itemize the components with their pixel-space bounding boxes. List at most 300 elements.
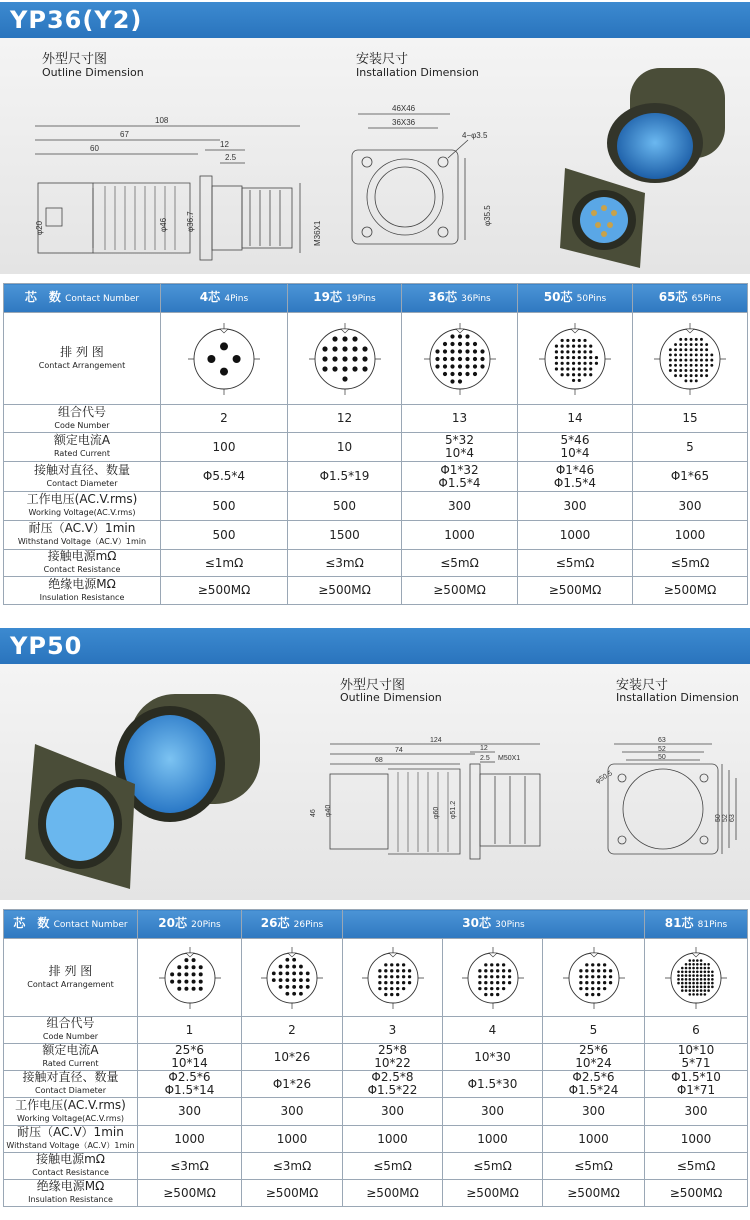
s2-dim-40: φ40	[325, 804, 332, 817]
table-row	[4, 1071, 748, 1098]
table-cell: 5*46 10*4	[518, 433, 633, 462]
contact-pin	[679, 358, 682, 361]
s2-dim-63: 63	[658, 737, 666, 744]
contact-pin	[705, 363, 708, 366]
contact-pin	[692, 962, 695, 965]
row-header: 组合代号 Code Number	[4, 405, 161, 433]
s2-pin-26	[242, 939, 343, 1017]
contact-pin	[572, 378, 575, 381]
contact-pin	[465, 341, 469, 345]
contact-pin	[177, 979, 181, 983]
contact-pin	[384, 981, 387, 984]
contact-pin	[478, 975, 481, 978]
contact-pin	[692, 989, 695, 992]
s2-col-2: 26芯 26Pins	[242, 910, 343, 939]
contact-pin	[484, 969, 487, 972]
contact-pin	[695, 337, 698, 340]
contact-pin	[685, 978, 688, 981]
table-cell: 500	[288, 492, 402, 521]
contact-pin	[177, 965, 181, 969]
table-cell: ≥500MΩ	[288, 577, 402, 605]
table-cell: Φ2.5*6 Φ1.5*14	[138, 1071, 242, 1098]
contact-pin	[700, 353, 703, 356]
table-cell: 12	[288, 405, 402, 433]
contact-pin	[442, 341, 446, 345]
contact-pin	[501, 986, 504, 989]
contact-pin	[597, 992, 600, 995]
table-cell: ≤5mΩ	[518, 550, 633, 577]
contact-pin	[465, 364, 469, 368]
contact-pin	[207, 355, 215, 363]
contact-pin	[583, 367, 586, 370]
contact-pin	[692, 985, 695, 988]
contact-pin	[184, 972, 188, 976]
contact-pin	[306, 971, 310, 975]
s2-dim-v50: 50	[715, 814, 722, 822]
table-cell: 1000	[242, 1126, 343, 1153]
contact-pin	[684, 348, 687, 351]
contact-pin	[299, 978, 303, 982]
contact-pin	[700, 348, 703, 351]
s2-outline-en: Outline Dimension	[340, 691, 442, 704]
contact-pin	[707, 974, 710, 977]
table-cell: 5	[633, 433, 748, 462]
contact-pin	[457, 364, 461, 368]
contact-pin	[700, 978, 703, 981]
contact-pin	[583, 355, 586, 358]
table-cell: 6	[645, 1017, 748, 1044]
contact-pin	[484, 963, 487, 966]
contact-pin	[177, 972, 181, 976]
table-cell: Φ2.5*8 Φ1.5*22	[343, 1071, 443, 1098]
s1-pin-50	[518, 313, 633, 405]
contact-pin	[578, 338, 581, 341]
s1-col-4: 50芯 50Pins	[518, 284, 633, 313]
contact-pin	[220, 367, 228, 375]
contact-pin	[561, 361, 564, 364]
contact-pin	[602, 969, 605, 972]
s2-install-en: Installation Dimension	[616, 691, 739, 704]
contact-pin	[465, 356, 469, 360]
contact-pin	[472, 356, 476, 360]
row-header: 耐压（AC.V）1min Withstand Voltage（AC.V）1min	[4, 521, 161, 550]
s1-outline-drawing	[10, 108, 322, 258]
table-cell: 4	[443, 1017, 543, 1044]
contact-pin	[711, 974, 714, 977]
table-cell: 300	[645, 1098, 748, 1126]
contact-pin	[690, 379, 693, 382]
contact-pin	[396, 975, 399, 978]
contact-pin	[704, 966, 707, 969]
contact-pin	[707, 962, 710, 965]
s2-dim-v63: 63	[729, 814, 736, 822]
contact-pin	[681, 966, 684, 969]
contact-pin	[279, 985, 283, 989]
contact-pin	[689, 993, 692, 996]
contact-pin	[589, 361, 592, 364]
s2-outline-cn: 外型尺寸图	[340, 678, 406, 693]
contact-pin	[692, 970, 695, 973]
contact-pin	[465, 371, 469, 375]
contact-pin	[684, 337, 687, 340]
contact-pin	[669, 358, 672, 361]
contact-pin	[191, 958, 195, 962]
contact-pin	[435, 349, 439, 353]
contact-pin	[597, 981, 600, 984]
contact-pin	[507, 969, 510, 972]
contact-pin	[684, 353, 687, 356]
contact-pin	[684, 363, 687, 366]
contact-pin	[184, 986, 188, 990]
contact-pin	[191, 972, 195, 976]
contact-pin	[690, 343, 693, 346]
contact-pin	[608, 969, 611, 972]
s1-dim-108: 108	[155, 116, 169, 125]
s1-col-1: 4芯 4Pins	[161, 284, 288, 313]
table-cell: ≥500MΩ	[402, 577, 518, 605]
contact-pin	[696, 981, 699, 984]
contact-pin	[384, 963, 387, 966]
contact-pin	[707, 981, 710, 984]
contact-pin	[689, 985, 692, 988]
s1-dim-46x46: 46X46	[392, 104, 416, 113]
contact-pin	[457, 371, 461, 375]
contact-pin	[306, 985, 310, 989]
contact-pin	[589, 373, 592, 376]
contact-pin	[602, 963, 605, 966]
contact-pin	[342, 336, 347, 341]
contact-pin	[674, 358, 677, 361]
table-cell: ≤3mΩ	[138, 1153, 242, 1180]
contact-pin	[342, 356, 347, 361]
table-row	[4, 405, 748, 433]
table-cell: 25*6 10*24	[543, 1044, 645, 1071]
s1-dim-46: φ46	[159, 217, 168, 232]
contact-pin	[384, 969, 387, 972]
contact-pin	[198, 965, 202, 969]
table-cell: 1000	[402, 521, 518, 550]
contact-pin	[407, 969, 410, 972]
table-cell: 100	[161, 433, 288, 462]
table-cell: 300	[543, 1098, 645, 1126]
table-cell: ≤5mΩ	[633, 550, 748, 577]
contact-pin	[690, 369, 693, 372]
contact-pin	[442, 371, 446, 375]
contact-pin	[704, 974, 707, 977]
contact-pin	[578, 344, 581, 347]
contact-pin	[450, 349, 454, 353]
s1-row-arrangement: 排 列 图 Contact Arrangement	[4, 313, 161, 405]
table-cell: 1000	[443, 1126, 543, 1153]
table-cell: ≥500MΩ	[645, 1180, 748, 1207]
contact-pin	[272, 971, 276, 975]
contact-pin	[689, 959, 692, 962]
contact-pin	[689, 981, 692, 984]
s2-pin-81	[645, 939, 748, 1017]
table-row	[4, 1098, 748, 1126]
contact-pin	[684, 369, 687, 372]
contact-pin	[396, 986, 399, 989]
contact-pin	[707, 978, 710, 981]
s1-col-3: 36芯 36Pins	[402, 284, 518, 313]
contact-pin	[700, 343, 703, 346]
contact-pin	[677, 970, 680, 973]
s1-dim-hole: 4−φ3.5	[462, 131, 488, 140]
contact-pin	[496, 986, 499, 989]
contact-pin	[692, 959, 695, 962]
s1-spec-table	[3, 283, 748, 605]
contact-pin	[696, 978, 699, 981]
contact-pin	[442, 364, 446, 368]
row-header: 耐压（AC.V）1min Withstand Voltage（AC.V）1min	[4, 1126, 138, 1153]
contact-pin	[585, 986, 588, 989]
contact-pin	[583, 344, 586, 347]
contact-pin	[292, 971, 296, 975]
contact-pin	[501, 981, 504, 984]
contact-pin	[591, 981, 594, 984]
table-cell: 1	[138, 1017, 242, 1044]
table-row	[4, 577, 748, 605]
contact-pin	[401, 963, 404, 966]
s2-install-drawing	[592, 734, 742, 864]
contact-pin	[705, 348, 708, 351]
contact-pin	[696, 966, 699, 969]
contact-pin	[669, 353, 672, 356]
contact-pin	[589, 355, 592, 358]
contact-pin	[198, 979, 202, 983]
contact-pin	[578, 355, 581, 358]
contact-pin	[501, 963, 504, 966]
s2-row-arrangement: 排 列 图 Contact Arrangement	[4, 939, 138, 1017]
contact-pin	[496, 992, 499, 995]
contact-pin	[566, 338, 569, 341]
contact-pin	[490, 975, 493, 978]
contact-pin	[490, 992, 493, 995]
contact-pin	[705, 343, 708, 346]
contact-pin	[442, 356, 446, 360]
contact-pin	[472, 364, 476, 368]
contact-pin	[396, 981, 399, 984]
contact-pin	[572, 361, 575, 364]
contact-pin	[342, 366, 347, 371]
s1-dim-12: 12	[220, 140, 229, 149]
s2-dim-m50: M50X1	[498, 755, 521, 762]
contact-pin	[685, 970, 688, 973]
table-cell: 1500	[288, 521, 402, 550]
table-row	[4, 1017, 748, 1044]
s1-pin-65	[633, 313, 748, 405]
s2-dim-52: 52	[658, 746, 666, 753]
contact-pin	[591, 963, 594, 966]
contact-pin	[407, 975, 410, 978]
table-cell: 1000	[343, 1126, 443, 1153]
contact-pin	[700, 974, 703, 977]
contact-pin	[561, 338, 564, 341]
contact-pin	[496, 981, 499, 984]
contact-pin	[679, 353, 682, 356]
contact-pin	[478, 986, 481, 989]
contact-pin	[707, 970, 710, 973]
contact-pin	[695, 353, 698, 356]
contact-pin	[496, 963, 499, 966]
contact-pin	[480, 364, 484, 368]
contact-pin	[700, 358, 703, 361]
contact-pin	[480, 356, 484, 360]
table-cell: Φ1.5*10 Φ1*71	[645, 1071, 748, 1098]
contact-pin	[191, 965, 195, 969]
contact-pin	[390, 981, 393, 984]
table-cell: ≥500MΩ	[343, 1180, 443, 1207]
contact-pin	[478, 981, 481, 984]
contact-pin	[578, 350, 581, 353]
contact-pin	[704, 993, 707, 996]
table-cell: ≤5mΩ	[443, 1153, 543, 1180]
s2-header-contact-number: 芯 数 Contact Number	[4, 910, 138, 939]
table-cell: 300	[518, 492, 633, 521]
contact-pin	[332, 346, 337, 351]
s2-pin-30b	[443, 939, 543, 1017]
contact-pin	[198, 972, 202, 976]
section2-drawing-panel	[0, 664, 750, 900]
contact-pin	[435, 356, 439, 360]
contact-pin	[579, 969, 582, 972]
contact-pin	[396, 992, 399, 995]
contact-pin	[407, 981, 410, 984]
table-cell: 500	[161, 492, 288, 521]
s2-pin-20	[138, 939, 242, 1017]
row-header: 工作电压(AC.V.rms) Working Voltage(AC.V.rms)	[4, 492, 161, 521]
contact-pin	[184, 965, 188, 969]
contact-pin	[591, 992, 594, 995]
contact-pin	[457, 356, 461, 360]
contact-pin	[679, 369, 682, 372]
contact-pin	[681, 978, 684, 981]
contact-pin	[685, 981, 688, 984]
contact-pin	[690, 374, 693, 377]
contact-pin	[677, 978, 680, 981]
contact-pin	[457, 334, 461, 338]
contact-pin	[484, 981, 487, 984]
contact-pin	[597, 969, 600, 972]
contact-pin	[378, 975, 381, 978]
table-cell: 25*8 10*22	[343, 1044, 443, 1071]
contact-pin	[555, 355, 558, 358]
contact-pin	[690, 353, 693, 356]
contact-pin	[685, 966, 688, 969]
contact-pin	[696, 970, 699, 973]
table-cell: 10*10 5*71	[645, 1044, 748, 1071]
table-cell: 10*30	[443, 1044, 543, 1071]
contact-pin	[705, 358, 708, 361]
contact-pin	[465, 349, 469, 353]
contact-pin	[710, 353, 713, 356]
contact-pin	[710, 358, 713, 361]
table-cell: 300	[402, 492, 518, 521]
contact-pin	[561, 367, 564, 370]
contact-pin	[669, 348, 672, 351]
contact-pin	[578, 367, 581, 370]
table-cell: 500	[161, 521, 288, 550]
contact-pin	[352, 356, 357, 361]
table-row	[4, 433, 748, 462]
contact-pin	[566, 355, 569, 358]
contact-pin	[684, 379, 687, 382]
table-cell: 25*6 10*14	[138, 1044, 242, 1071]
table-cell: ≥500MΩ	[518, 577, 633, 605]
contact-pin	[378, 986, 381, 989]
contact-pin	[711, 985, 714, 988]
s1-col-5: 65芯 65Pins	[633, 284, 748, 313]
table-cell: ≥500MΩ	[138, 1180, 242, 1207]
contact-pin	[191, 986, 195, 990]
contact-pin	[401, 969, 404, 972]
table-cell: ≥500MΩ	[443, 1180, 543, 1207]
contact-pin	[561, 355, 564, 358]
contact-pin	[695, 374, 698, 377]
contact-pin	[501, 975, 504, 978]
contact-pin	[501, 969, 504, 972]
contact-pin	[457, 379, 461, 383]
contact-pin	[279, 978, 283, 982]
contact-pin	[299, 964, 303, 968]
s2-dim-46: 46	[310, 809, 317, 817]
contact-pin	[685, 985, 688, 988]
table-cell: 5*32 10*4	[402, 433, 518, 462]
table-cell: Φ1.5*19	[288, 462, 402, 492]
contact-pin	[478, 969, 481, 972]
s2-col-3: 30芯 30Pins	[343, 910, 645, 939]
table-cell: ≤5mΩ	[645, 1153, 748, 1180]
contact-pin	[191, 979, 195, 983]
contact-pin	[490, 981, 493, 984]
contact-pin	[681, 989, 684, 992]
contact-pin	[585, 981, 588, 984]
contact-pin	[585, 975, 588, 978]
contact-pin	[198, 986, 202, 990]
table-cell: 3	[343, 1017, 443, 1044]
contact-pin	[450, 364, 454, 368]
s2-col-4: 81芯 81Pins	[645, 910, 748, 939]
row-header: 接触电源mΩ Contact Resistance	[4, 1153, 138, 1180]
contact-pin	[555, 361, 558, 364]
contact-pin	[595, 355, 598, 358]
table-cell: ≥500MΩ	[161, 577, 288, 605]
contact-pin	[684, 343, 687, 346]
row-header: 额定电流A Rated Current	[4, 433, 161, 462]
contact-pin	[507, 981, 510, 984]
contact-pin	[704, 962, 707, 965]
contact-pin	[450, 334, 454, 338]
contact-pin	[507, 975, 510, 978]
contact-pin	[681, 970, 684, 973]
contact-pin	[589, 344, 592, 347]
table-cell: Φ1.5*30	[443, 1071, 543, 1098]
contact-pin	[490, 969, 493, 972]
contact-pin	[457, 349, 461, 353]
table-cell: 300	[633, 492, 748, 521]
contact-pin	[220, 342, 228, 350]
s2-pin-30c	[543, 939, 645, 1017]
contact-pin	[585, 969, 588, 972]
contact-pin	[689, 962, 692, 965]
table-row	[4, 550, 748, 577]
contact-pin	[401, 986, 404, 989]
contact-pin	[696, 974, 699, 977]
contact-pin	[684, 358, 687, 361]
table-row	[4, 521, 748, 550]
section1-banner	[0, 2, 750, 38]
contact-pin	[472, 341, 476, 345]
